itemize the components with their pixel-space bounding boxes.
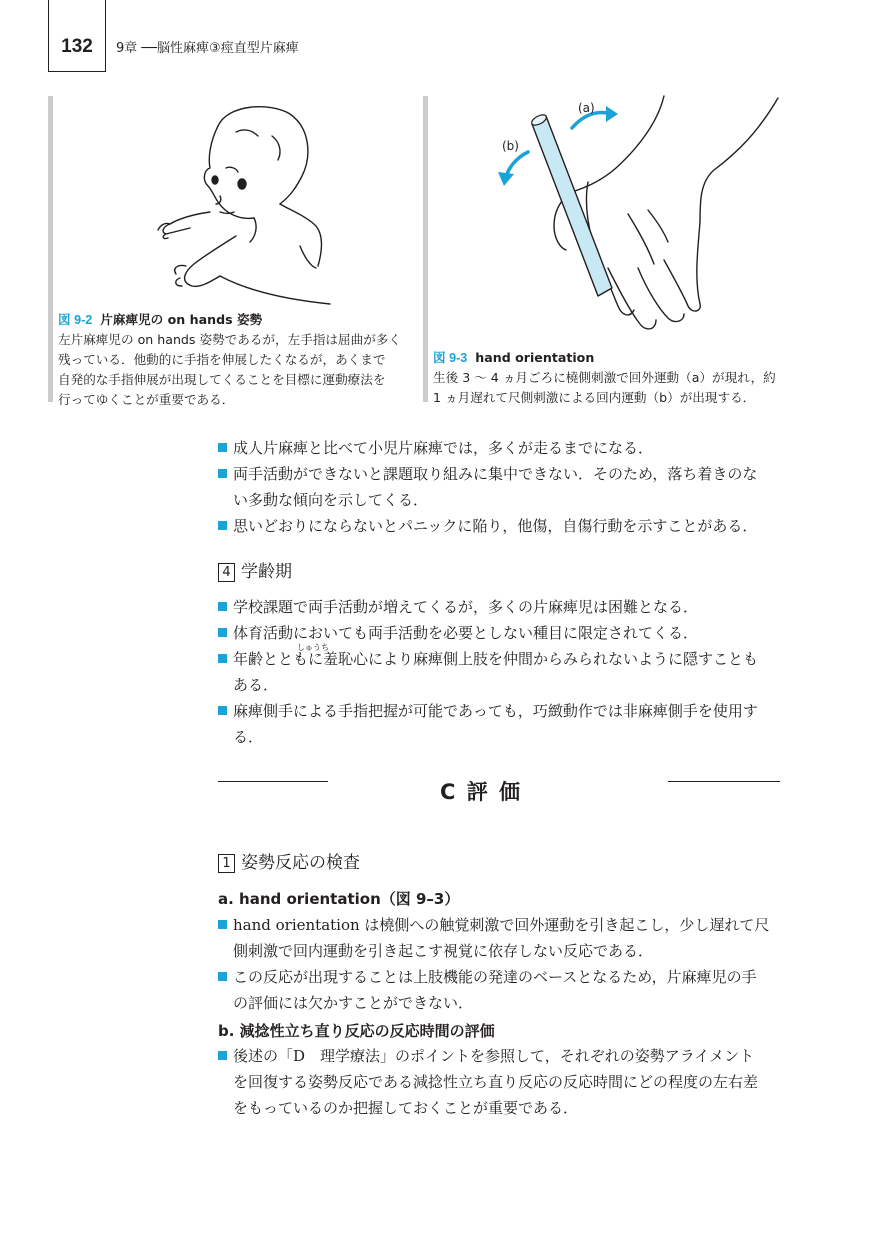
list-item-text: 両手活動ができないと課題取り組みに集中できない．そのため，落ち着きのな	[233, 465, 758, 483]
list-item	[218, 594, 784, 620]
bullet-list-hand-orientation	[218, 912, 784, 1016]
figure-9-3-side-bar	[423, 96, 428, 402]
subsection-b-title: b. 減捻性立ち直り反応の反応時間の評価	[218, 1022, 495, 1040]
figure-9-3-caption-line: 1 ヵ月遅れて尺側刺激による回内運動（b）が出現する．	[433, 390, 756, 405]
figure-9-3-title: hand orientation	[475, 350, 595, 365]
list-item-text: 麻痺側手による手指把握が可能であっても，巧緻動作では非麻痺側手を使用す	[233, 702, 758, 720]
bullet-square-icon	[218, 1051, 227, 1060]
list-item-text: 思いどおりにならないとパニックに陥り，他傷，自傷行動を示すことがある．	[233, 517, 758, 535]
bullet-square-icon	[218, 443, 227, 452]
figure-9-2-caption	[58, 310, 401, 410]
bullet-list-righting-reaction	[218, 1043, 784, 1121]
list-item	[218, 435, 784, 461]
list-item	[218, 646, 784, 698]
list-item-text: を回復する姿勢反応である減捻性立ち直り反応の反応時間にどの程度の左右差	[233, 1073, 759, 1091]
figure-9-2-number: 図 9-2	[58, 313, 93, 327]
list-item-text: 体育活動においても両手活動を必要としない種目に限定されてくる．	[233, 624, 699, 642]
figure-9-3-caption-line: 生後 3 ～ 4 ヵ月ごろに橈側刺激で回外運動（a）が現れ，約	[433, 370, 776, 385]
list-item	[218, 513, 784, 539]
list-item	[218, 912, 784, 964]
figure-9-3-caption	[433, 348, 776, 408]
page-number: 132	[61, 36, 93, 57]
bullet-square-icon	[218, 920, 227, 929]
list-item-text: の評価には欠かすことができない．	[233, 994, 474, 1012]
list-item	[218, 964, 784, 1016]
ruby-annotation: しゅうち	[297, 643, 329, 652]
section-number-box: 1	[218, 854, 235, 873]
bullet-square-icon	[218, 654, 227, 663]
list-item	[218, 461, 784, 513]
bullet-square-icon	[218, 706, 227, 715]
section-4-title: 学齢期	[241, 562, 292, 582]
section-rule-right	[668, 781, 780, 782]
bullet-square-icon	[218, 469, 227, 478]
list-item-text: 成人片麻痺と比べて小児片麻痺では，多くが走るまでになる．	[233, 439, 654, 457]
list-item-text: 側刺激で回内運動を引き起こす視覚に依存しない反応である．	[233, 942, 654, 960]
section-4-heading	[218, 557, 292, 582]
running-head: 9章 ──脳性麻痺③痙直型片麻痺	[116, 41, 299, 56]
label-b: (b)	[502, 139, 519, 153]
figure-9-2-heading	[58, 310, 401, 330]
list-item	[218, 1043, 784, 1121]
section-1-heading	[218, 848, 360, 873]
figure-9-2-side-bar	[48, 96, 53, 402]
figure-9-3-number: 図 9-3	[433, 351, 468, 365]
bullet-list-behaviour	[218, 435, 784, 539]
section-c-title: C 評 価	[440, 780, 523, 804]
list-item-text: 学校課題で両手活動が増えてくるが，多くの片麻痺児は困難となる．	[233, 598, 699, 616]
figure-9-2-caption-line: 行ってゆくことが重要である．	[58, 392, 235, 407]
list-item-text: この反応が出現することは上肢機能の発達のベースとなるため，片麻痺児の手	[233, 968, 757, 986]
section-number-box: 4	[218, 563, 235, 582]
section-rule-left	[218, 781, 328, 782]
label-a: (a)	[578, 101, 595, 115]
subsection-a-title: a. hand orientation（図 9–3）	[218, 890, 460, 908]
figure-9-2-title: 片麻痺児の on hands 姿勢	[100, 312, 263, 327]
figure-9-2-caption-line: 残っている．他動的に手指を伸展したくなるが，あくまで	[58, 352, 386, 367]
bullet-square-icon	[218, 972, 227, 981]
list-item	[218, 698, 784, 750]
list-item-text: 後述の「D 理学療法」のポイントを参照して，それぞれの姿勢アライメント	[233, 1047, 755, 1065]
list-item-text: hand orientation は橈側への触覚刺激で回外運動を引き起こし，少し遅れて尺	[233, 916, 770, 934]
bullet-square-icon	[218, 521, 227, 530]
list-item-text: 年齢とともに羞恥心により麻痺側上肢を仲間からみられないように隠すことも	[233, 650, 759, 668]
list-item-text: ある．	[233, 676, 279, 694]
list-item-text: をもっているのか把握しておくことが重要である．	[233, 1099, 579, 1117]
list-item-text: い多動な傾向を示してくる．	[233, 491, 429, 509]
bullet-square-icon	[218, 628, 227, 637]
list-item-text: る．	[233, 728, 264, 746]
hand-orientation-illustration	[488, 92, 784, 342]
bullet-square-icon	[218, 602, 227, 611]
figure-9-3-heading	[433, 348, 776, 368]
figure-9-2-caption-line: 左片麻痺児の on hands 姿勢であるが，左手指は屈曲が多く	[58, 332, 401, 347]
section-1-title: 姿勢反応の検査	[241, 853, 360, 873]
baby-on-hands-illustration	[140, 96, 340, 308]
figure-9-2-caption-line: 自発的な手指伸展が出現してくることを目標に運動療法を	[58, 372, 386, 387]
list-item	[218, 620, 784, 646]
bullet-list-school-age	[218, 594, 784, 750]
